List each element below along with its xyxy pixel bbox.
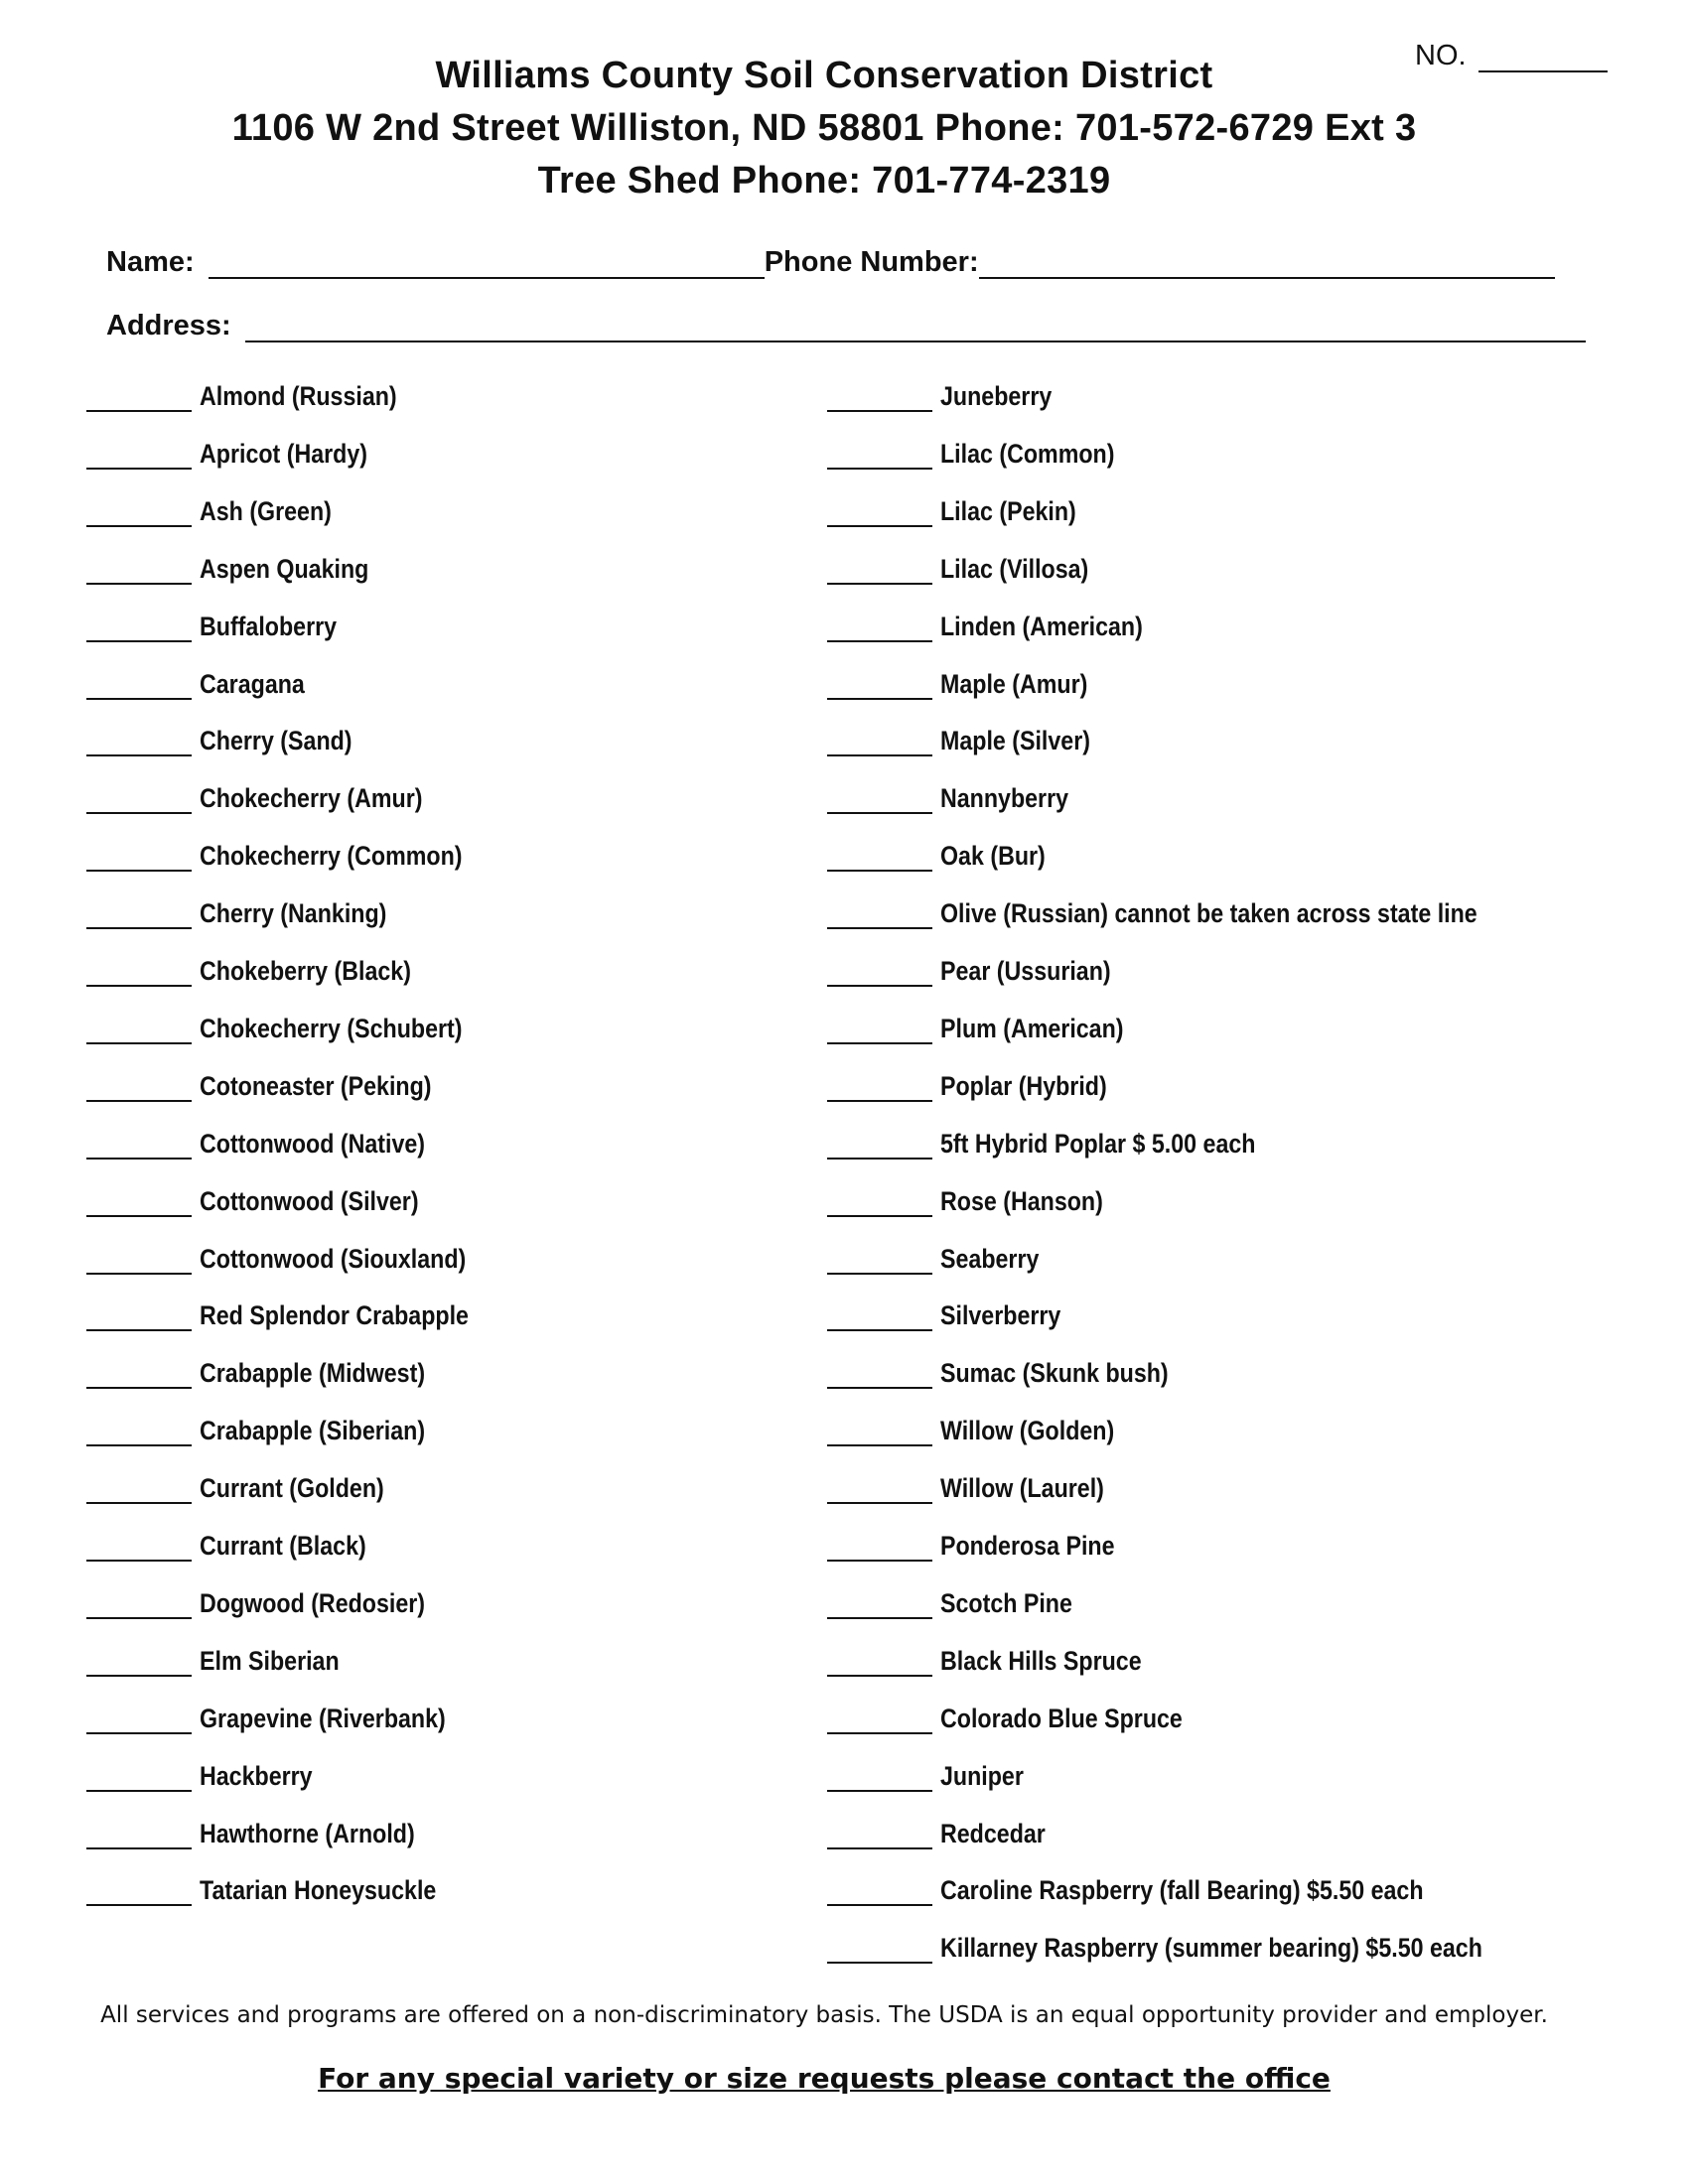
- quantity-blank[interactable]: [86, 1595, 192, 1619]
- quantity-blank[interactable]: [827, 1595, 932, 1619]
- quantity-blank[interactable]: [86, 503, 192, 527]
- tree-name-label: Apricot (Hardy): [200, 438, 368, 469]
- tree-name-label: Dogwood (Redosier): [200, 1587, 426, 1618]
- right-item-row: [827, 1129, 1307, 1162]
- tree-name-label: Cottonwood (Silver): [200, 1185, 419, 1216]
- left-item-row: [86, 554, 396, 588]
- tree-name-label: Cottonwood (Siouxland): [200, 1243, 467, 1274]
- quantity-blank[interactable]: [827, 503, 932, 527]
- right-item-row: [827, 381, 1070, 415]
- tree-name-label: Red Splendor Crabapple: [200, 1300, 469, 1331]
- quantity-blank[interactable]: [827, 733, 932, 756]
- phone-blank[interactable]: [979, 251, 1555, 279]
- tree-name-label: Juniper: [940, 1760, 1024, 1791]
- left-item-row: [86, 1129, 462, 1162]
- tree-name-label: Colorado Blue Spruce: [940, 1703, 1183, 1733]
- tree-name-label: Cherry (Nanking): [200, 898, 387, 929]
- quantity-blank[interactable]: [827, 446, 932, 470]
- tree-name-label: Grapevine (Riverbank): [200, 1703, 446, 1733]
- quantity-blank[interactable]: [86, 1826, 192, 1849]
- tree-name-label: Almond (Russian): [200, 381, 397, 411]
- left-item-row: [86, 841, 505, 875]
- right-item-row: [827, 1588, 1094, 1622]
- right-item-row: [827, 1416, 1143, 1449]
- quantity-blank[interactable]: [827, 1251, 932, 1275]
- tree-name-label: Currant (Golden): [200, 1473, 384, 1504]
- tree-name-label: Black Hills Spruce: [940, 1645, 1142, 1676]
- quantity-blank[interactable]: [86, 1538, 192, 1562]
- left-item-row: [86, 1819, 450, 1852]
- tree-name-label: Willow (Golden): [940, 1416, 1115, 1446]
- left-item-row: [86, 1071, 470, 1105]
- quantity-blank[interactable]: [827, 1078, 932, 1102]
- tree-name-label: Cherry (Sand): [200, 726, 352, 756]
- left-item-row: [86, 1300, 512, 1334]
- left-item-row: [86, 726, 377, 759]
- left-item-row: [86, 783, 459, 817]
- quantity-blank[interactable]: [86, 676, 192, 700]
- quantity-blank[interactable]: [827, 1480, 932, 1504]
- quantity-blank[interactable]: [86, 1307, 192, 1331]
- tree-name-label: Oak (Bur): [940, 841, 1046, 872]
- tree-name-label: Olive (Russian) cannot be taken across state line: [940, 898, 1477, 929]
- quantity-blank[interactable]: [86, 618, 192, 642]
- tree-name-label: Hackberry: [200, 1760, 313, 1791]
- right-item-row: [827, 1358, 1205, 1392]
- tree-name-label: Plum (American): [940, 1013, 1124, 1043]
- quantity-blank[interactable]: [86, 1768, 192, 1792]
- quantity-blank[interactable]: [827, 1021, 932, 1044]
- tree-name-label: Lilac (Pekin): [940, 495, 1076, 526]
- left-item-row: [86, 956, 446, 990]
- quantity-blank[interactable]: [827, 1538, 932, 1562]
- left-item-row: [86, 1186, 454, 1220]
- tree-name-label: Lilac (Common): [940, 438, 1115, 469]
- right-item-row: [827, 1244, 1055, 1278]
- right-item-row: [827, 898, 1565, 932]
- tree-name-label: Redcedar: [940, 1818, 1046, 1848]
- left-item-row: [86, 1244, 509, 1278]
- tree-name-label: Chokecherry (Common): [200, 841, 463, 872]
- quantity-blank[interactable]: [827, 848, 932, 872]
- tree-name-label: Hawthorne (Arnold): [200, 1818, 415, 1848]
- left-item-row: [86, 381, 429, 415]
- address-row: [106, 310, 1586, 342]
- quantity-blank[interactable]: [86, 1423, 192, 1446]
- tree-name-label: Pear (Ussurian): [940, 956, 1111, 986]
- tree-name-label: Caragana: [200, 668, 305, 699]
- left-item-row: [86, 1646, 362, 1680]
- name-phone-row: [106, 246, 1555, 279]
- order-number-label: NO.: [1415, 40, 1467, 71]
- tree-name-label: Currant (Black): [200, 1531, 366, 1561]
- quantity-blank[interactable]: [86, 1136, 192, 1160]
- quantity-blank[interactable]: [86, 446, 192, 470]
- phone-label: Phone Number:: [764, 246, 979, 278]
- header-district-name: Williams County Soil Conservation District: [435, 55, 1213, 96]
- tree-name-label: Linden (American): [940, 611, 1143, 641]
- quantity-blank[interactable]: [86, 1480, 192, 1504]
- quantity-blank[interactable]: [86, 733, 192, 756]
- tree-name-label: Crabapple (Midwest): [200, 1358, 426, 1389]
- left-item-row: [86, 1473, 414, 1507]
- tree-name-label: Caroline Raspberry (fall Bearing) $5.50 each: [940, 1875, 1424, 1906]
- quantity-blank[interactable]: [86, 1365, 192, 1389]
- right-item-row: [827, 726, 1115, 759]
- quantity-blank[interactable]: [827, 1423, 932, 1446]
- quantity-blank[interactable]: [827, 676, 932, 700]
- name-label: Name:: [106, 246, 195, 278]
- tree-name-label: Maple (Amur): [940, 668, 1088, 699]
- tree-name-label: Chokecherry (Amur): [200, 783, 423, 814]
- document-header: [0, 50, 1648, 207]
- right-item-row: [827, 1761, 1038, 1795]
- name-blank[interactable]: [209, 251, 765, 279]
- left-item-row: [86, 1416, 462, 1449]
- tree-name-label: Rose (Hanson): [940, 1185, 1103, 1216]
- tree-name-label: Nannyberry: [940, 783, 1069, 814]
- left-item-row: [86, 1704, 486, 1737]
- quantity-blank[interactable]: [827, 1653, 932, 1677]
- quantity-blank[interactable]: [827, 1826, 932, 1849]
- quantity-blank[interactable]: [827, 1710, 932, 1734]
- tree-name-label: Willow (Laurel): [940, 1473, 1104, 1504]
- tree-name-label: 5ft Hybrid Poplar $ 5.00 each: [940, 1128, 1256, 1159]
- right-item-row: [827, 841, 1062, 875]
- tree-name-label: Seaberry: [940, 1243, 1040, 1274]
- right-item-row: [827, 669, 1112, 703]
- quantity-blank[interactable]: [827, 1307, 932, 1331]
- quantity-blank[interactable]: [827, 1193, 932, 1217]
- right-item-row: [827, 1704, 1222, 1737]
- quantity-blank[interactable]: [827, 1882, 932, 1906]
- quantity-blank[interactable]: [86, 790, 192, 814]
- right-item-row: [827, 1531, 1143, 1565]
- tree-name-label: Chokecherry (Schubert): [200, 1013, 463, 1043]
- quantity-blank[interactable]: [827, 1940, 932, 1964]
- left-item-row: [86, 612, 359, 645]
- tree-name-label: Juneberry: [940, 381, 1053, 411]
- right-item-row: [827, 1473, 1131, 1507]
- address-blank[interactable]: [245, 315, 1586, 342]
- tree-name-label: Sumac (Skunk bush): [940, 1358, 1169, 1389]
- quantity-blank[interactable]: [827, 388, 932, 412]
- left-item-row: [86, 439, 395, 473]
- tree-name-label: Buffaloberry: [200, 611, 338, 641]
- left-item-row: [86, 1358, 462, 1392]
- left-item-row: [86, 1875, 475, 1909]
- header-tree-shed-phone: Tree Shed Phone: 701-774-2319: [537, 160, 1111, 202]
- quantity-blank[interactable]: [86, 1078, 192, 1102]
- tree-name-label: Tatarian Honeysuckle: [200, 1875, 437, 1906]
- quantity-blank[interactable]: [827, 1365, 932, 1389]
- right-item-row: [827, 1186, 1130, 1220]
- tree-name-label: Crabapple (Siberian): [200, 1416, 426, 1446]
- special-requests-notice: For any special variety or size requests please contact the office: [318, 2062, 1331, 2095]
- quantity-blank[interactable]: [827, 1768, 932, 1792]
- quantity-blank[interactable]: [86, 1882, 192, 1906]
- quantity-blank[interactable]: [827, 905, 932, 929]
- right-item-row: [827, 956, 1139, 990]
- right-item-row: [827, 1071, 1134, 1105]
- tree-name-label: Ash (Green): [200, 495, 332, 526]
- left-item-row: [86, 669, 322, 703]
- right-item-row: [827, 496, 1098, 530]
- nondiscrimination-notice: All services and programs are offered on a non-discriminatory basis. The USDA is an equal opportunity provider and employer.: [100, 2002, 1548, 2028]
- right-item-row: [827, 1646, 1175, 1680]
- right-item-row: [827, 1300, 1080, 1334]
- right-item-row: [827, 1875, 1502, 1909]
- quantity-blank[interactable]: [86, 848, 192, 872]
- quantity-blank[interactable]: [86, 1251, 192, 1275]
- tree-name-label: Cotoneaster (Peking): [200, 1070, 432, 1101]
- right-item-row: [827, 554, 1113, 588]
- left-item-row: [86, 1014, 505, 1047]
- right-item-row: [827, 1933, 1571, 1967]
- left-item-row: [86, 1531, 393, 1565]
- tree-name-label: Aspen Quaking: [200, 553, 369, 584]
- tree-name-label: Elm Siberian: [200, 1645, 340, 1676]
- quantity-blank[interactable]: [86, 963, 192, 987]
- right-item-row: [827, 1819, 1062, 1852]
- tree-name-label: Lilac (Villosa): [940, 553, 1089, 584]
- right-item-row: [827, 612, 1176, 645]
- right-item-row: [827, 1014, 1154, 1047]
- tree-name-label: Scotch Pine: [940, 1587, 1072, 1618]
- left-item-row: [86, 898, 417, 932]
- quantity-blank[interactable]: [86, 1193, 192, 1217]
- quantity-blank[interactable]: [827, 618, 932, 642]
- quantity-blank[interactable]: [86, 1021, 192, 1044]
- left-item-row: [86, 1761, 331, 1795]
- tree-name-label: Cottonwood (Native): [200, 1128, 426, 1159]
- quantity-blank[interactable]: [827, 561, 932, 585]
- quantity-blank[interactable]: [86, 1653, 192, 1677]
- right-item-row: [827, 783, 1089, 817]
- left-item-row: [86, 496, 353, 530]
- header-address-phone: 1106 W 2nd Street Williston, ND 58801 Phone: 701-572-6729 Ext 3: [231, 107, 1417, 149]
- tree-name-label: Poplar (Hybrid): [940, 1070, 1107, 1101]
- tree-name-label: Killarney Raspberry (summer bearing) $5.50 each: [940, 1933, 1482, 1964]
- quantity-blank[interactable]: [86, 1710, 192, 1734]
- quantity-blank[interactable]: [86, 561, 192, 585]
- address-label: Address:: [106, 310, 231, 341]
- quantity-blank[interactable]: [827, 963, 932, 987]
- tree-name-label: Ponderosa Pine: [940, 1531, 1115, 1561]
- tree-name-label: Maple (Silver): [940, 726, 1090, 756]
- quantity-blank[interactable]: [86, 905, 192, 929]
- quantity-blank[interactable]: [827, 1136, 932, 1160]
- tree-name-label: Chokeberry (Black): [200, 956, 411, 986]
- tree-name-label: Silverberry: [940, 1300, 1061, 1331]
- right-item-row: [827, 439, 1143, 473]
- quantity-blank[interactable]: [86, 388, 192, 412]
- quantity-blank[interactable]: [827, 790, 932, 814]
- left-item-row: [86, 1588, 462, 1622]
